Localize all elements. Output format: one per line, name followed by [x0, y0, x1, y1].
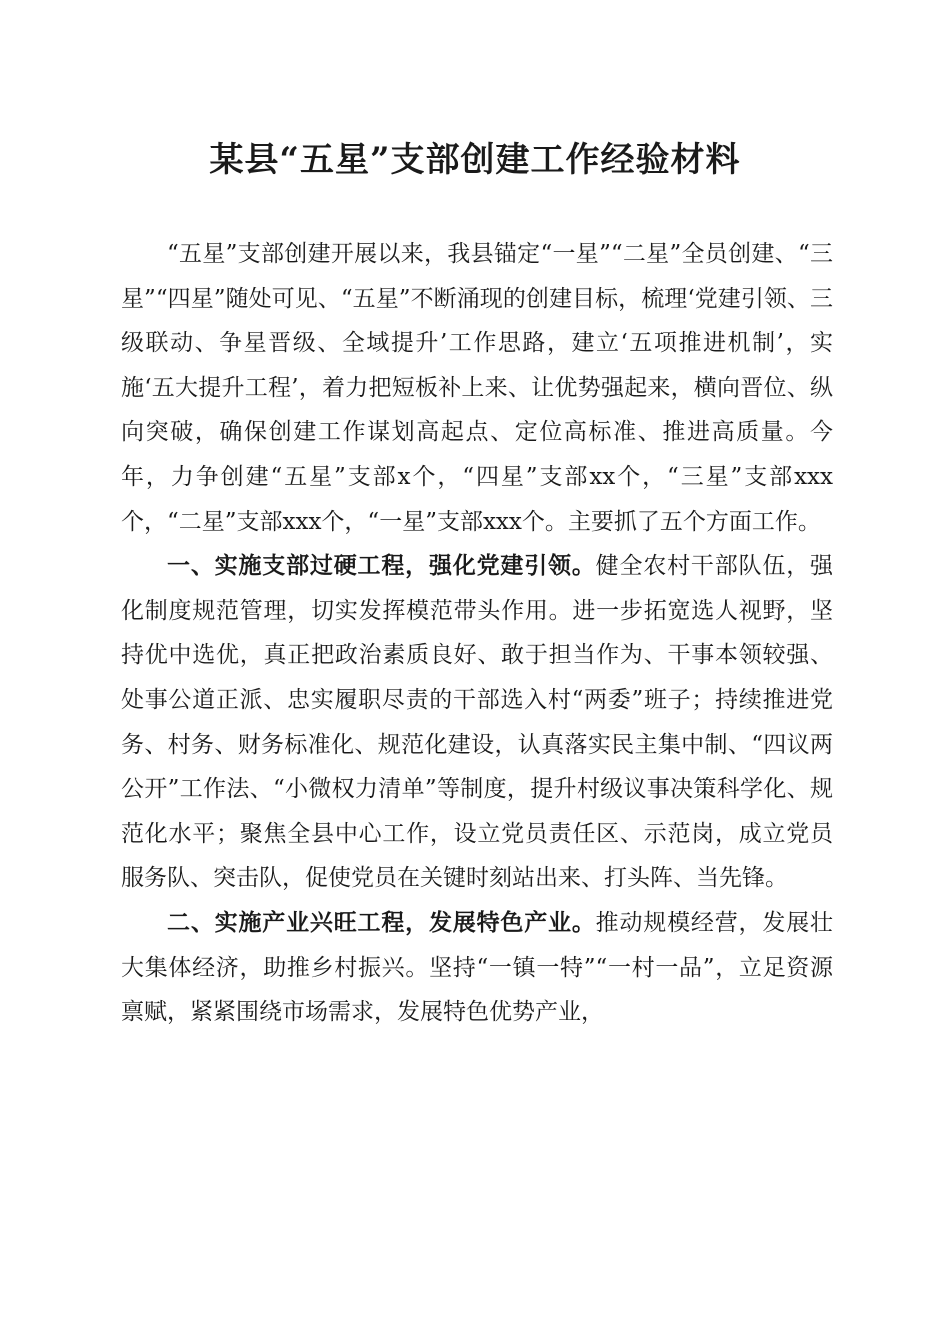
paragraph-section-2 [121, 901, 833, 1035]
paragraph-section-1 [121, 544, 833, 901]
paragraph-text: “五星”支部创建开展以来，我县锚定“一星”“二星”全员创建、“三星”“四星”随处可见、“五星”不断涌现的创建目标，梳理‘党建引领、三级联动、争星晋级、全域提升’工作思路，建立‘五项推进机制’，实施‘五大提升工程’，着力把短板补上来、让优势强起来，横向晋位、纵向突破，确保创建工作谋划高起点、定位高标准、推进高质量。今年，力争创建“五星”支部x个，“四星”支部xx个，“三星”支部xxx个，“二星”支部xxx个，“一星”支部xxx个。主要抓了五个方面工作。 [121, 241, 833, 535]
section-heading: 一、实施支部过硬工程，强化党建引领。 [167, 553, 596, 580]
paragraph-text: 健全农村干部队伍，强化制度规范管理，切实发挥模范带头作用。进一步拓宽选人视野，坚持优中选优，真正把政治素质良好、敢于担当作为、干事本领较强、处事公道正派、忠实履职尽责的干部选入村“两委”班子；持续推进党务、村务、财务标准化、规范化建设，认真落实民主集中制、“四议两公开”工作法、“小微权力清单”等制度，提升村级议事决策科学化、规范化水平；聚焦全县中心工作，设立党员责任区、示范岗，成立党员服务队、突击队，促使党员在关键时刻站出来、打头阵、当先锋。 [121, 553, 834, 892]
section-heading: 二、实施产业兴旺工程，发展特色产业。 [167, 909, 596, 936]
document-title: 某县“五星”支部创建工作经验材料 [209, 140, 741, 180]
paragraph-text: 推动规模经营，发展壮大集体经济，助推乡村振兴。坚持“一镇一特”“一村一品”，立足资源禀赋，紧紧围绕市场需求，发展特色优势产业， [121, 909, 834, 1026]
paragraph-intro [121, 232, 833, 544]
document-body [121, 232, 833, 1035]
